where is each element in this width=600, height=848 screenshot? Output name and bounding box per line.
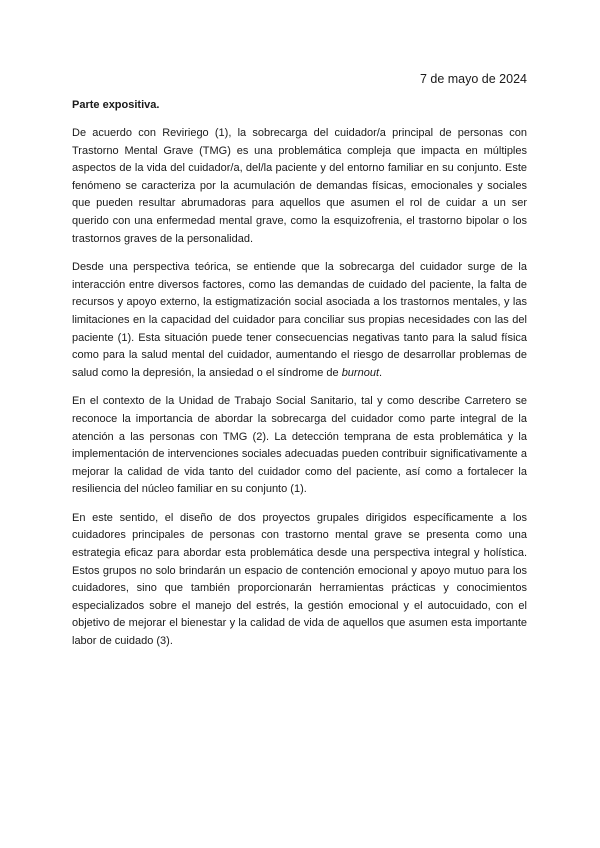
paragraph-text: Desde una perspectiva teórica, se entiende que la sobrecarga del cuidador surge de la interacción entre diversos factores, como las demandas de cuidado del paciente, la falta de recursos y apoyo externo, la estigmatización social asociada a los trastornos mentales, y las limitaciones en la capacidad del cuidador para conciliar sus propias necesidades con las del paciente (1). Esta situación puede tener consecuencias negativas tanto para la salud física como para la salud mental del cuidador, aumentando el riesgo de desarrollar problemas de salud como la depresión, la ansiedad o el síndrome de — [72, 261, 527, 379]
italic-term: burnout — [341, 366, 379, 379]
paragraph — [72, 125, 527, 248]
document-body — [72, 97, 527, 662]
paragraph-text: En este sentido, el diseño de dos proyectos grupales dirigidos específicamente a los cuidadores principales de personas con trastorno mental grave se presenta como una estrategia eficaz para abordar esta problemática desde una perspectiva integral y holística. Estos grupos no solo brindarán un espacio de contención emocional y apoyo mutuo para los cuidadores, sino que también proporcionarán herramientas prácticas y conocimientos especializados sobre el manejo del estrés, la gestión emocional y el autocuidado, con el objetivo de mejorar el bienestar y la calidad de vida de aquellos que asumen esta importante labor de cuidado (3). — [72, 511, 527, 648]
paragraph-text: De acuerdo con Reviriego (1), la sobrecarga del cuidador/a principal de personas con Trastorno Mental Grave (TMG) es una problemática compleja que impacta en múltiples aspectos de la vida del cuidador/a, del/la paciente y del entorno familiar en su conjunto. Este fenómeno se caracteriza por la acumulación de demandas físicas, emocionales y sociales que pueden resultar abrumadoras para aquellos que asumen el rol de cuidar a un ser querido con una enfermedad mental grave, como la esquizofrenia, el trastorno bipolar o los trastornos graves de la personalidad. — [72, 127, 527, 245]
paragraph-end: . — [379, 366, 383, 379]
document-date: 7 de mayo de 2024 — [419, 72, 527, 86]
paragraph — [72, 259, 527, 382]
paragraph — [72, 510, 527, 651]
paragraph-text: En el contexto de la Unidad de Trabajo Social Sanitario, tal y como describe Carretero se reconoce la importancia de abordar la sobrecarga del cuidador como parte integral de la atención a las personas con TMG (2). La detección temprana de esta problemática y la implementación de intervenciones sociales adecuadas pueden contribuir significativamente a mejorar la calidad de vida tanto del cuidador como del paciente, así como a fortalecer la resiliencia del núcleo familiar en su conjunto (1). — [72, 395, 527, 496]
section-heading: Parte expositiva. — [72, 99, 160, 111]
paragraph — [72, 393, 527, 499]
